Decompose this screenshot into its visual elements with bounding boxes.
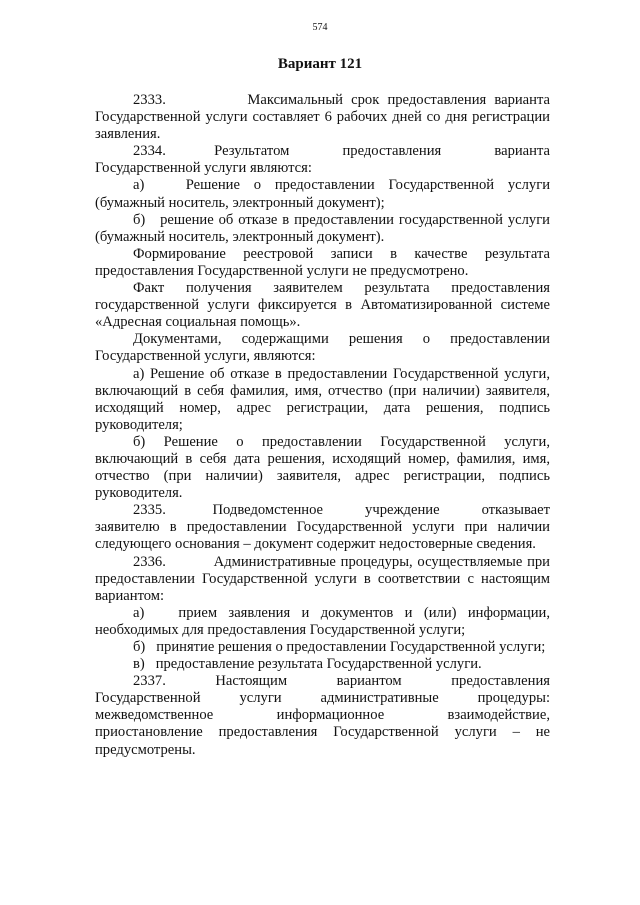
paragraph-decision-documents-a: а) Решение об отказе в предоставлении Государственной услуги, включающий в себя фамилия, имя, отчество (при наличии) заявителя, исходящий номер, адрес регистрации, дата решения, подпись руководителя; bbox=[95, 365, 550, 433]
paragraph-registry-record: Формирование реестровой записи в качестве результата предоставления Государственной услуги не предусмотрено. bbox=[95, 245, 550, 279]
page-number: 574 bbox=[312, 22, 328, 33]
paragraph-2336: 2336. Административные процедуры, осуществляемые при предоставлении Государственной услуги в соответствии с настоящим вариантом: bbox=[95, 553, 550, 604]
paragraph-2335: 2335. Подведомстенное учреждение отказывает заявителю в предоставлении Государственной услуги при наличии следующего основания – документ содержит недостоверные сведения. bbox=[95, 502, 550, 553]
paragraph-2334-b: б) решение об отказе в предоставлении государственной услуги (бумажный носитель, электронный документ). bbox=[95, 211, 550, 245]
paragraph-decision-documents-b: б) Решение о предоставлении Государственной услуги, включающий в себя дата решения, исходящий номер, фамилия, имя, отчество (при наличии) заявителя, адрес регистрации, подпись руководителя. bbox=[95, 433, 550, 502]
paragraph-2336-a: а) прием заявления и документов и (или) информации, необходимых для предоставления Государственной услуги; bbox=[95, 604, 550, 638]
paragraph-2337: 2337. Настоящим вариантом предоставления Государственной услуги административные процедуры: межведомственное информационное взаимодействие, приостановление предоставления Государственной услуги – не предусмотрены. bbox=[95, 673, 550, 758]
paragraph-2336-v: в) предоставление результата Государственной услуги. bbox=[133, 656, 482, 673]
paragraph-decision-documents: Документами, содержащими решения о предоставлении Государственной услуги, являются: bbox=[95, 331, 550, 365]
paragraph-2334: 2334. Результатом предоставления варианта Государственной услуги являются: bbox=[95, 143, 550, 177]
page-title: Вариант 121 bbox=[277, 56, 363, 72]
paragraph-2333: 2333. Максимальный срок предоставления варианта Государственной услуги составляет 6 рабочих дней со дня регистрации заявления. bbox=[95, 92, 550, 143]
paragraph-2334-a: а) Решение о предоставлении Государственной услуги (бумажный носитель, электронный документ); bbox=[95, 177, 550, 211]
paragraph-2336-b: б) принятие решения о предоставлении Государственной услуги; bbox=[133, 639, 546, 655]
paragraph-result-fact: Факт получения заявителем результата предоставления государственной услуги фиксируется в Автоматизированной системе «Адресная социальная помощь». bbox=[95, 280, 550, 331]
document-body bbox=[95, 92, 550, 759]
